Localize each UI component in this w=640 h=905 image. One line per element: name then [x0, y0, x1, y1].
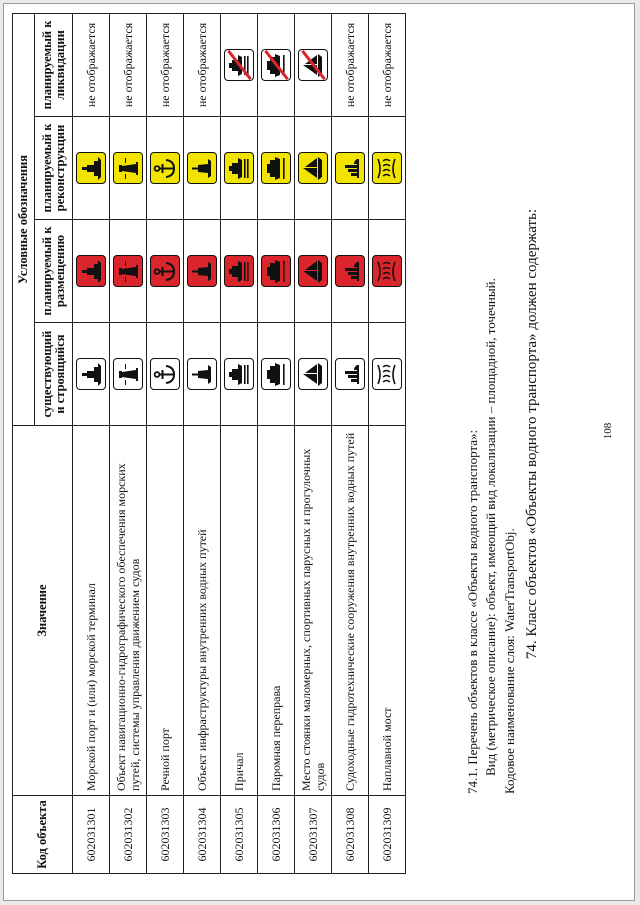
- ferry-icon: [261, 358, 291, 390]
- symbol-cell-exist: [147, 323, 184, 426]
- lock-structure-icon: [335, 255, 365, 287]
- pontoon-bridge-icon: [372, 358, 402, 390]
- header-planned-place: планируемый к размещению: [35, 220, 73, 323]
- object-name: Паромная переправа: [258, 426, 295, 796]
- symbol-cell-recon: [258, 117, 295, 220]
- table-row: [184, 13, 221, 873]
- sailboat-icon: [298, 255, 328, 287]
- symbol-cell-recon: [184, 117, 221, 220]
- symbol-cell-exist: [332, 323, 369, 426]
- symbol-cell-place: [184, 220, 221, 323]
- ferry-icon: [261, 49, 291, 81]
- symbol-cell-exist: [295, 323, 332, 426]
- object-list-caption: 74.1. Перечень объектов в классе «Объекты водного транспорта»:: [465, 429, 480, 794]
- symbol-cell-liq: [221, 13, 258, 116]
- symbol-cell-recon: [73, 117, 110, 220]
- symbol-cell-exist: [73, 323, 110, 426]
- buoy-icon: [187, 255, 217, 287]
- symbol-cell-recon: [369, 117, 406, 220]
- symbol-cell-exist: [369, 323, 406, 426]
- object-name: Объект навигационно-гидрографического обеспечения морских путей, системы управления движением судов: [110, 426, 147, 796]
- symbol-cell-place: [332, 220, 369, 323]
- symbol-cell-recon: [147, 117, 184, 220]
- pier-icon: [224, 152, 254, 184]
- rotated-page-content: [4, 4, 635, 874]
- symbol-cell-exist: [184, 323, 221, 426]
- document-page: [3, 3, 635, 901]
- liquidation-note: не отображается: [110, 13, 147, 116]
- table-body: [73, 13, 406, 873]
- symbol-cell-place: [147, 220, 184, 323]
- header-value: Значение: [13, 426, 73, 796]
- symbol-cell-place: [258, 220, 295, 323]
- ferry-icon: [261, 255, 291, 287]
- table-row: [332, 13, 369, 873]
- table-row: [369, 13, 406, 873]
- section-heading: 74. Класс объектов «Объекты водного транспорта» должен содержать:: [524, 208, 540, 660]
- sailboat-icon: [298, 49, 328, 81]
- lighthouse-icon: [113, 255, 143, 287]
- seaport-icon: [76, 255, 106, 287]
- objects-table: [12, 13, 406, 874]
- layer-code-line: Кодовое наименование слоя: WaterTransportObj.: [502, 528, 517, 794]
- symbol-cell-liq: [295, 13, 332, 116]
- symbol-cell-exist: [258, 323, 295, 426]
- symbol-cell-recon: [221, 117, 258, 220]
- lock-structure-icon: [335, 358, 365, 390]
- seaport-icon: [76, 358, 106, 390]
- table-row: [295, 13, 332, 873]
- anchor-icon: [150, 358, 180, 390]
- object-name: Морской порт и (или) морской терминал: [73, 426, 110, 796]
- lock-structure-icon: [335, 152, 365, 184]
- liquidation-note: не отображается: [73, 13, 110, 116]
- liquidation-note: не отображается: [332, 13, 369, 116]
- liquidation-note: не отображается: [147, 13, 184, 116]
- symbol-cell-exist: [110, 323, 147, 426]
- lighthouse-icon: [113, 152, 143, 184]
- sailboat-icon: [298, 152, 328, 184]
- liquidation-note: не отображается: [184, 13, 221, 116]
- object-code: 602031304: [184, 796, 221, 874]
- symbol-cell-recon: [110, 117, 147, 220]
- buoy-icon: [187, 358, 217, 390]
- symbol-cell-place: [110, 220, 147, 323]
- symbol-cell-liq: [258, 13, 295, 116]
- symbol-cell-place: [369, 220, 406, 323]
- symbol-cell-place: [295, 220, 332, 323]
- pontoon-bridge-icon: [372, 152, 402, 184]
- object-code: 602031306: [258, 796, 295, 874]
- symbol-cell-place: [221, 220, 258, 323]
- object-code: 602031305: [221, 796, 258, 874]
- pontoon-bridge-icon: [372, 255, 402, 287]
- header-planned-recon: планируемый к реконструкции: [35, 117, 73, 220]
- table-row: [73, 13, 110, 873]
- table-row: [147, 13, 184, 873]
- seaport-icon: [76, 152, 106, 184]
- object-code: 602031309: [369, 796, 406, 874]
- table-row: [110, 13, 147, 873]
- anchor-icon: [150, 152, 180, 184]
- object-name: Место стоянки маломерных, спортивных парусных и прогулочных судов: [295, 426, 332, 796]
- symbol-cell-recon: [295, 117, 332, 220]
- object-name: Судоходные гидротехнические сооружения внутренних водных путей: [332, 426, 369, 796]
- object-name: Наплавной мост: [369, 426, 406, 796]
- object-code: 602031308: [332, 796, 369, 874]
- anchor-icon: [150, 255, 180, 287]
- buoy-icon: [187, 152, 217, 184]
- header-existing: существующий и строящийся: [35, 323, 73, 426]
- object-name: Речной порт: [147, 426, 184, 796]
- pier-icon: [224, 255, 254, 287]
- pier-icon: [224, 49, 254, 81]
- symbol-cell-exist: [221, 323, 258, 426]
- lighthouse-icon: [113, 358, 143, 390]
- pier-icon: [224, 358, 254, 390]
- liquidation-note: не отображается: [369, 13, 406, 116]
- table-row: [221, 13, 258, 873]
- object-code: 602031302: [110, 796, 147, 874]
- object-code: 602031303: [147, 796, 184, 874]
- object-name: Объект инфраструктуры внутренних водных путей: [184, 426, 221, 796]
- header-planned-liq: планируемый к ликвидации: [35, 13, 73, 116]
- geometry-type-line: Вид (метрическое описание): объект, имеющий вид локализации – площадной, точечный.: [483, 278, 498, 776]
- object-code: 602031307: [295, 796, 332, 874]
- ferry-icon: [261, 152, 291, 184]
- page-number: 108: [602, 422, 614, 440]
- table-row: [258, 13, 295, 873]
- header-symbols: Условные обозначения: [13, 13, 35, 425]
- object-name: Причал: [221, 426, 258, 796]
- sailboat-icon: [298, 358, 328, 390]
- symbol-cell-place: [73, 220, 110, 323]
- object-code: 602031301: [73, 796, 110, 874]
- symbol-cell-recon: [332, 117, 369, 220]
- header-code: Код объекта: [13, 796, 73, 874]
